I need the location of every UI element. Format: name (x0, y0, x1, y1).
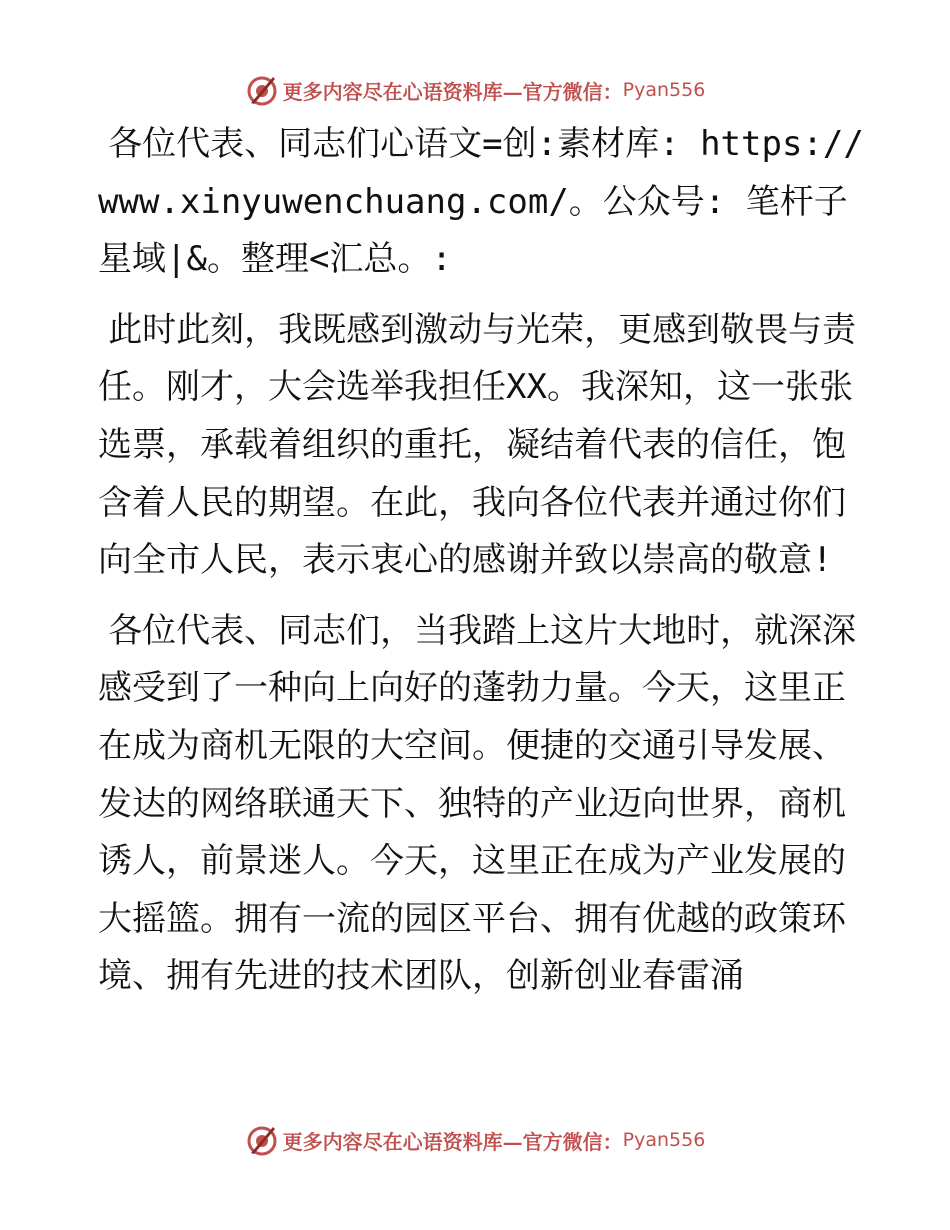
header-banner (0, 70, 950, 110)
quill-logo-icon (245, 1123, 279, 1157)
footer-banner (0, 1120, 950, 1160)
header-wechat-id: Pyan556 (622, 79, 706, 101)
footer-wechat-id: Pyan556 (622, 1129, 706, 1151)
footer-banner-text: 更多内容尽在心语资料库—官方微信： (282, 1129, 623, 1154)
quill-logo-icon (245, 73, 279, 107)
paragraph-thanks: 此时此刻，我既感到激动与光荣，更感到敬畏与责任。刚才，大会选举我担任XX。我深知，这一张张选票，承载着组织的重托，凝结着代表的信任，饱含着人民的期望。在此，我向各位代表并通过你们向全市人民，表示衷心的感谢并致以崇高的敬意! (98, 309, 857, 581)
paragraph-intro: 各位代表、同志们心语文=创:素材库: https://www.xinyuwenchuang.com/。公众号: 笔杆子星域|&。整理<汇总。: (98, 124, 864, 280)
paragraph-development: 各位代表、同志们，当我踏上这片大地时，就深深感受到了一种向上向好的蓬勃力量。今天，这里正在成为商机无限的大空间。便捷的交通引导发展、发达的网络联通天下、独特的产业迈向世界，商机诱人，前景迷人。今天，这里正在成为产业发展的大摇篮。拥有一流的园区平台、拥有优越的政策环境、拥有先进的技术团队，创新创业春雷涌 (98, 610, 857, 997)
header-banner-text: 更多内容尽在心语资料库—官方微信： (282, 79, 623, 104)
document-body (98, 116, 868, 1019)
